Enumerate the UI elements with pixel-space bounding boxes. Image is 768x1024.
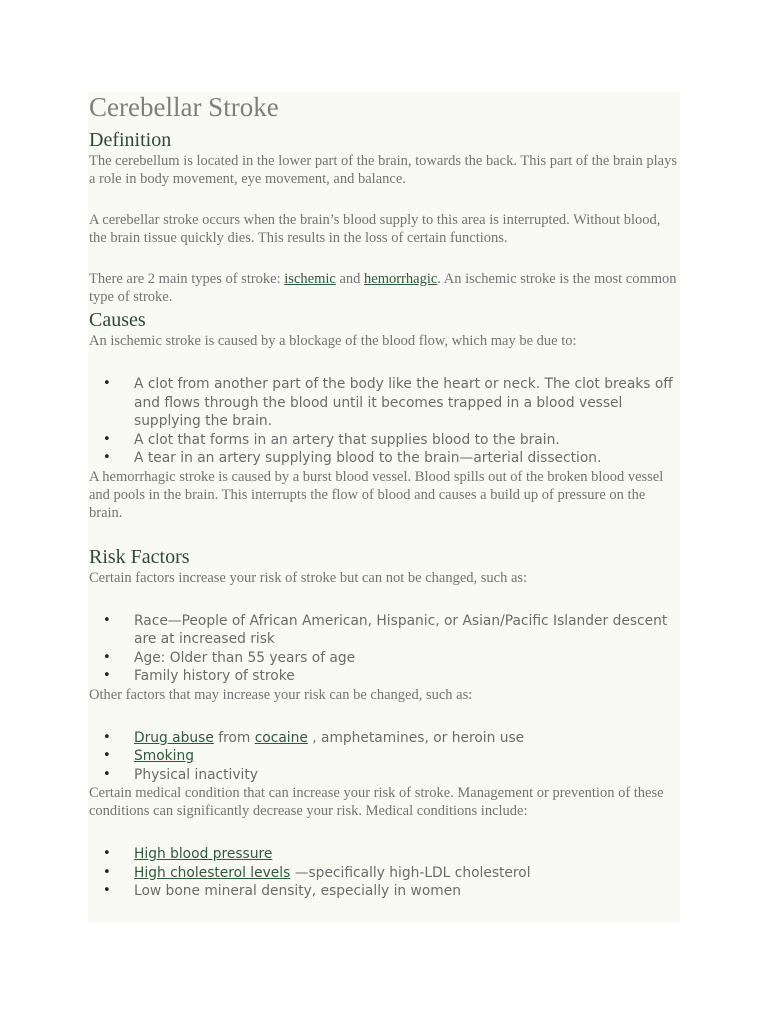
high-cholesterol-link[interactable]: High cholesterol levels [134, 864, 291, 881]
causes-list [89, 375, 681, 468]
stroke-types-rest: . An ischemic stroke is the most common type of stroke. [89, 271, 677, 305]
list-item: • Age: Older than 55 years of age [126, 649, 681, 668]
list-item-smoking [126, 747, 681, 766]
cholesterol-rest-text: —specifically high-LDL cholesterol [290, 864, 531, 881]
list-item: • Race—People of African American, Hispanic, or Asian/Pacific Islander descent are at increased risk [126, 612, 681, 649]
cocaine-link[interactable]: cocaine [254, 729, 308, 746]
fixed-risk-list [89, 612, 681, 686]
list-item: • A tear in an artery supplying blood to the brain—arterial dissection. [126, 449, 681, 468]
drug-rest-text: , amphetamines, or heroin use [307, 729, 525, 746]
risk-intro: Certain factors increase your risk of stroke but can not be changed, such as: [89, 569, 528, 586]
medical-list [89, 845, 681, 901]
from-text: from [213, 729, 255, 746]
causes-intro: An ischemic stroke is caused by a blockage of the blood flow, which may be due to: [89, 333, 577, 349]
changeable-intro: Other factors that may increase your risk can be changed, such as: [89, 686, 473, 703]
list-item: • Family history of stroke [126, 667, 681, 686]
drug-abuse-link[interactable]: Drug abuse [134, 729, 214, 746]
causes-heading: Causes [89, 309, 146, 331]
changeable-risk-list [89, 729, 681, 785]
risk-factors-heading: Risk Factors [89, 545, 190, 568]
list-item: • Low bone mineral density, especially in women [126, 882, 681, 901]
list-item: • Physical inactivity [126, 766, 681, 785]
stroke-types-text: There are 2 main types of stroke: [89, 271, 285, 287]
list-item: • A clot that forms in an artery that supplies blood to the brain. [126, 431, 681, 450]
high-blood-pressure-link[interactable]: High blood pressure [134, 846, 273, 862]
ischemic-link[interactable]: ischemic [284, 271, 336, 287]
definition-heading: Definition [89, 129, 172, 151]
definition-paragraph-2: A cerebellar stroke occurs when the brain’s blood supply to this area is interrupted. Without blood, the brain tissue quickly dies. This results in the loss of certain functions. [89, 212, 661, 246]
and-text: and [335, 271, 365, 287]
hemorrhagic-link[interactable]: hemorrhagic [364, 271, 438, 287]
list-item-drug-abuse [126, 729, 681, 748]
list-item: • A clot from another part of the body like the heart or neck. The clot breaks off and flows through the blood until it becomes trapped in a blood vessel supplying the brain. [126, 375, 681, 431]
medical-intro: Certain medical condition that can increase your risk of stroke. Management or prevention of these conditions can significantly decrease your risk. Medical conditions include: [89, 785, 664, 819]
definition-paragraph-3 [89, 270, 681, 306]
definition-paragraph-1: The cerebellum is located in the lower part of the brain, towards the back. This part of the brain plays a role in body movement, eye movement, and balance. [89, 153, 677, 187]
page-title: Cerebellar Stroke [89, 92, 279, 122]
article [89, 90, 681, 901]
list-item-blood-pressure [126, 845, 681, 864]
smoking-link[interactable]: Smoking [134, 748, 194, 764]
list-item-cholesterol [126, 864, 681, 883]
causes-outro: A hemorrhagic stroke is caused by a burst blood vessel. Blood spills out of the broken blood vessel and pools in the brain. This interrupts the flow of blood and causes a build up of pressure on the brain. [89, 468, 664, 521]
